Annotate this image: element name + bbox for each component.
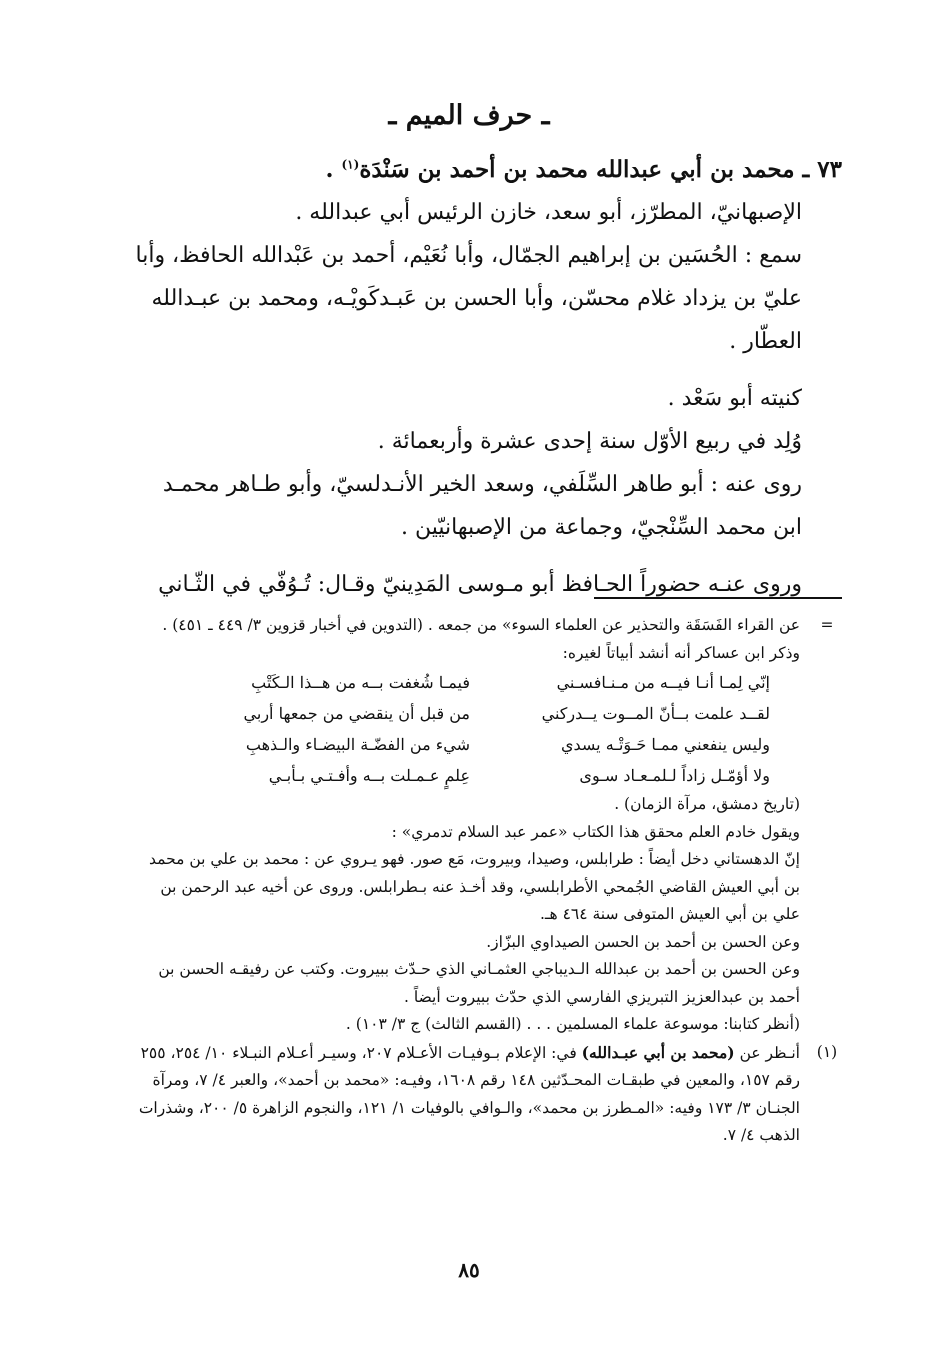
footnote-1 [130, 1039, 842, 1150]
footnotes [130, 612, 842, 1150]
editor-intro: ويقول خادم العلم محقق هذا الكتاب «عمر عبد السلام تدمري» : [391, 822, 800, 841]
footnote-marker: (١) [816, 1042, 838, 1061]
footnote-text: عن القراء الفَسَقَة والتحذير عن العلماء السوء» من جمعه . (التدوين في أخبار قزوين ٣/ ٤٤٩ ـ ٤٥١) . [162, 616, 800, 634]
editor-line: وعن الحسن بن أحمد بن عبدالله الـديباجي العثمـاني الذي حـدّث ببيروت. وكتب عن رفيقـه الحسن بن أحمد بن عبدالعزيز التبريزي الفارسي الذي حدّث ببيروت أيضاً . [158, 960, 800, 1006]
footnote-1-body: في: الإعلام بـوفيـات الأعـلام ٢٠٧، وسيـر أعـلام النبـلاء ١٠/ ٢٥٤، ٢٥٥ رقم ١٥٧، والمعين في طبقـات المحـدّثين ١٤٨ رقم ١٦٠٨، وفيـه: «محمد بن أحمد»، والعبر ٤/ ٧، ومرآة الجنـان ٣/ ١٧٣ وفيه: «المـطرز بن محمد»، والـوافي بالوفيات ١/ ١٢١، والنجوم الزاهرة ٥/ ٢٠٠، وشذرات الذهب ٤/ ٧. [138, 1043, 800, 1144]
poem-intro: وذكر ابن عساكر أنه أنشد أبياتاً لغيره: [562, 643, 800, 662]
poem-hemistich-first: ولا أؤمّـل زاداً لـلمـعـاد سـوى [579, 766, 770, 785]
poem-verse [130, 729, 770, 760]
entry-paragraph: سمع : الحُسَين بن إبراهيم الجمّال، وأبا نُعَيْم، أحمد بن عَبْدالله الحافظ، وأبا عليّ بن يزداد غلام محسّن، وأبا الحسن بن عَبـدكَويْـه، ومحمد بن عبـدالله العطّار . [135, 243, 802, 354]
entry-heading-text: ٧٣ ـ محمد بن أبي عبدالله محمد بن أحمد بن سَنْدَة [359, 156, 842, 183]
poem-hemistich-second: شيء من الفضّـة البيضـاء والـذهبِ [245, 735, 470, 754]
editor-reference: (أنظر كتابنا: موسوعة علماء المسلمين . . . (القسم الثالث) ج ٣/ ١٠٣) . [345, 1015, 800, 1033]
continuation-marker: = [820, 616, 834, 634]
poem-verse [130, 760, 770, 791]
poem-verse [130, 698, 770, 729]
page-number: ٨٥ [458, 1258, 480, 1282]
editor-paragraph: إنّ الدهستاني دخل أيضاً : طرابلس، وصيدا، وبيروت، مَع صور. فهو يـروي عن : محمد بن علي بن محمد بن أبي العيش القاضي الجُمحي الأطرابلسي، وقد أخـذ عنه بـطرابلس. وروى عن أخيه عبد الرحمن بن علي بن أبي العيش المتوفى سنة ٤٦٤ هـ. [148, 850, 800, 923]
entry-paragraph: روى عنه : أبو طاهر السِّلَفي، وسعد الخير الأنـدلسيّ، وأبو طـاهر محمـد ابن محمد السِّنْجيّ، وجماعة من الإصبهانيّين . [162, 472, 802, 540]
footnote-reference[interactable]: (١) [341, 157, 360, 172]
entry-paragraph: كنيته أبو سَعْد . [667, 386, 802, 411]
entry-heading [130, 148, 842, 191]
poem-hemistich-first: وليس ينفعني ممـا حَـوَتْـه يسدي [560, 735, 770, 754]
editor-line: وعن الحسن بن أحمد بن الحسن الصيداوي البزّاز. [486, 932, 800, 951]
footnote-1-bold: (محمد بن أبي عبـدالله) [581, 1042, 735, 1062]
footnote-1-text [130, 1039, 800, 1150]
main-text [130, 148, 842, 606]
poem-hemistich-second: من قبل أن ينقضي من جمعها أربي [243, 704, 470, 723]
footnote-continuation [130, 612, 842, 640]
entry-heading-end: . [325, 156, 342, 183]
footnote-1-prefix: أنـظر عن [734, 1043, 800, 1062]
footnote-divider [594, 597, 842, 599]
chapter-title: ـ حرف الميم ـ [388, 100, 550, 131]
poem-verse [130, 667, 770, 698]
entry-paragraph: الإصبهانيّ، المطرّز، أبو سعد، خازن الرئيس أبي عبدالله . [295, 200, 802, 225]
entry-paragraph: وروى عنـه حضوراً الحـافظ أبو مـوسى المَدِينيّ وقـال: تُـوُفّي في الثّـاني [158, 572, 802, 597]
poem-hemistich-second: عِلمٍ عـمـلت بــه وأفـتـي بـأبـي [268, 766, 470, 785]
poem-hemistich-first: إنّي لِمـا أنـا فيــه من مـنـافسـني [556, 673, 770, 692]
poem-hemistich-second: فيمـا شُغفت بــه من هــذا الـكَتْبِ [251, 673, 470, 692]
poem-hemistich-first: لقــد علمت بــأنّ المــوت يــدركني [541, 704, 770, 723]
poem [130, 667, 842, 791]
poem-source: (تاريخ دمشق، مرآة الزمان) . [614, 795, 800, 813]
entry-paragraph: وُلِد في ربيع الأوّل سنة إحدى عشرة وأربعمائة . [377, 429, 802, 454]
